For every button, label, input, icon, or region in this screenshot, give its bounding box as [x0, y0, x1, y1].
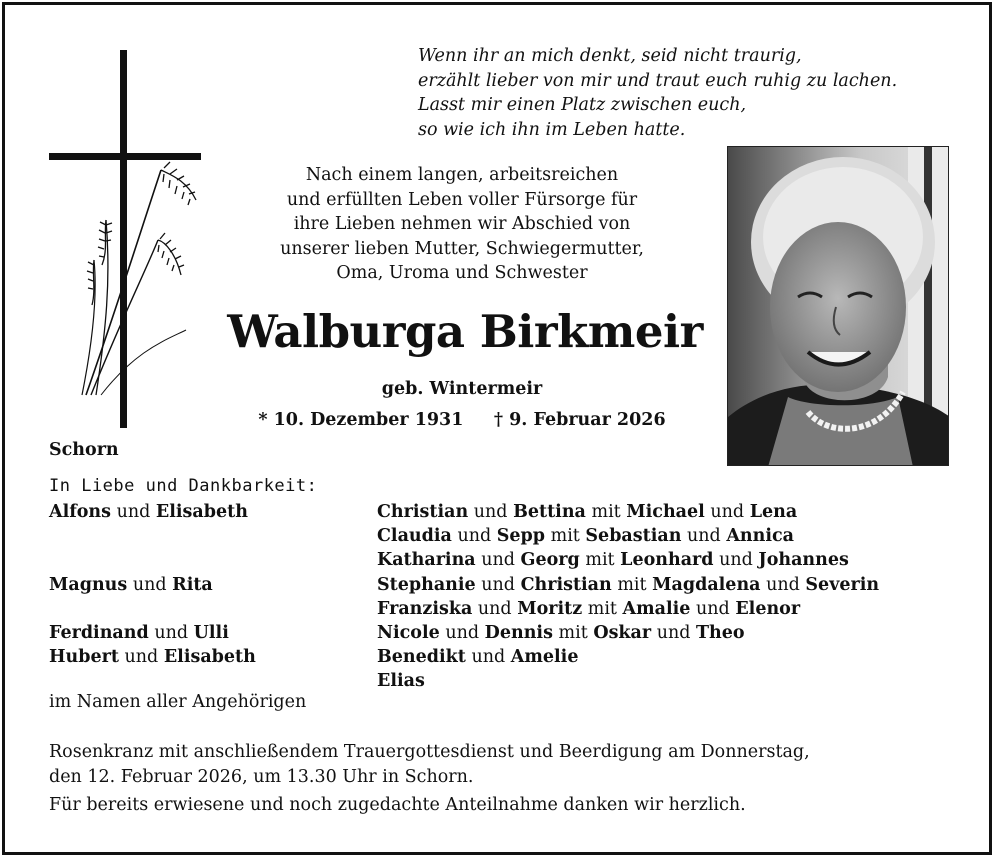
family-name: Elenor	[735, 598, 801, 619]
family-conjunction: mit	[585, 550, 615, 571]
family-name: Johannes	[758, 550, 849, 571]
life-dates	[242, 410, 682, 430]
family-row	[377, 573, 879, 597]
family-conjunction: und	[687, 526, 721, 547]
cross-with-wheat-icon	[46, 50, 206, 430]
family-conjunction: und	[457, 526, 492, 547]
family-row	[49, 500, 256, 524]
family-conjunction: mit	[587, 598, 617, 619]
family-name: Elisabeth	[155, 502, 248, 522]
birth-date: * 10. Dezember 1931	[258, 410, 464, 430]
family-name: Ulli	[193, 622, 229, 643]
family-name: Oskar	[593, 622, 652, 643]
family-conjunction: und	[116, 502, 151, 522]
family-name: Nicole	[377, 622, 440, 643]
death-date: † 9. Februar 2026	[493, 410, 666, 430]
family-row	[377, 669, 879, 693]
intro-line: und erfüllten Leben voller Fürsorge für	[286, 189, 638, 210]
family-name: Lena	[749, 502, 798, 522]
birth-name: geb. Wintermeir	[381, 379, 543, 399]
family-name: Annica	[726, 526, 794, 547]
intro-line: Oma, Uroma und Schwester	[336, 263, 588, 283]
family-name: Christian	[377, 502, 469, 522]
family-name: Rita	[172, 574, 213, 595]
family-name: Franziska	[377, 598, 473, 619]
family-name: Amelie	[510, 647, 579, 668]
family-name: Severin	[805, 574, 880, 595]
family-conjunction: und	[696, 598, 730, 619]
family-conjunction: und	[154, 622, 189, 643]
intro-line: Nach einem langen, arbeitsreichen	[305, 165, 619, 185]
family-row	[49, 524, 256, 548]
family-conjunction: und	[710, 502, 745, 522]
family-name: Ferdinand	[49, 622, 149, 643]
family-name: Elias	[377, 671, 425, 692]
family-name: Magnus	[49, 574, 128, 595]
family-row	[49, 573, 256, 597]
intro-text	[242, 163, 682, 286]
family-conjunction: mit	[591, 502, 621, 522]
family-name: Stephanie	[377, 574, 476, 595]
poem-line: so wie ich ihn im Leben hatte.	[418, 119, 686, 140]
family-row	[377, 524, 879, 548]
family-conjunction: und	[481, 550, 515, 571]
family-row	[49, 669, 256, 693]
family-conjunction: mit	[550, 526, 580, 547]
family-conjunction: und	[481, 574, 515, 595]
on-behalf-of-relatives: im Namen aller Angehörigen	[49, 692, 307, 712]
family-row	[377, 548, 879, 572]
family-row	[49, 645, 256, 669]
family-name: Elisabeth	[163, 647, 256, 668]
poem-line: erzählt lieber von mir und traut euch ruhig zu lachen.	[418, 70, 898, 91]
family-conjunction: und	[132, 574, 167, 595]
family-conjunction: mit	[558, 622, 588, 643]
family-row	[49, 621, 256, 645]
family-name: Sepp	[496, 526, 546, 547]
poem-line: Lasst mir einen Platz zwischen euch,	[418, 95, 747, 115]
poem	[418, 44, 897, 142]
family-name: Christian	[520, 574, 612, 595]
family-row	[377, 621, 879, 645]
family-name: Bettina	[513, 502, 586, 522]
family-name: Hubert	[49, 647, 119, 668]
intro-line: unserer lieben Mutter, Schwiegermutter,	[280, 238, 644, 259]
family-row	[49, 548, 256, 572]
intro-line: ihre Lieben nehmen wir Abschied von	[293, 214, 631, 234]
family-conjunction: und	[766, 574, 800, 595]
family-name: Magdalena	[652, 574, 761, 595]
family-name: Georg	[520, 550, 580, 571]
family-name: Theo	[696, 622, 745, 643]
family-name: Claudia	[377, 526, 452, 547]
family-row	[377, 597, 879, 621]
portrait-photo	[727, 146, 949, 466]
place-name: Schorn	[49, 440, 119, 460]
family-left-column	[49, 500, 256, 694]
service-info	[49, 740, 810, 789]
family-name: Moritz	[517, 598, 583, 619]
poem-line: Wenn ihr an mich denkt, seid nicht traurig,	[418, 46, 802, 66]
family-row	[377, 500, 879, 524]
thanks-intro: In Liebe und Dankbarkeit:	[49, 476, 318, 496]
closing-thanks: Für bereits erwiesene und noch zugedachte Anteilnahme danken wir herzlich.	[49, 795, 746, 815]
family-row	[377, 645, 879, 669]
family-name: Dennis	[484, 622, 553, 643]
family-name: Benedikt	[377, 647, 466, 668]
family-conjunction: und	[473, 502, 508, 522]
family-row	[49, 597, 256, 621]
family-conjunction: und	[656, 622, 691, 643]
deceased-name: Walburga Birkmeir	[227, 305, 703, 358]
family-name: Sebastian	[585, 526, 682, 547]
service-line: Rosenkranz mit anschließendem Trauergottesdienst und Beerdigung am Donnerstag,	[49, 742, 810, 762]
family-conjunction: und	[719, 550, 753, 571]
family-right-column	[377, 500, 879, 694]
family-conjunction: und	[471, 647, 506, 668]
family-name: Amalie	[622, 598, 691, 619]
family-name: Leonhard	[620, 550, 714, 571]
family-conjunction: und	[445, 622, 480, 643]
family-conjunction: mit	[617, 574, 647, 595]
family-name: Michael	[626, 502, 705, 522]
family-name: Alfons	[49, 502, 112, 522]
service-line: den 12. Februar 2026, um 13.30 Uhr in Schorn.	[49, 766, 474, 787]
portrait-image	[728, 147, 949, 466]
family-name: Katharina	[377, 550, 476, 571]
family-conjunction: und	[124, 647, 159, 668]
family-conjunction: und	[477, 598, 512, 619]
